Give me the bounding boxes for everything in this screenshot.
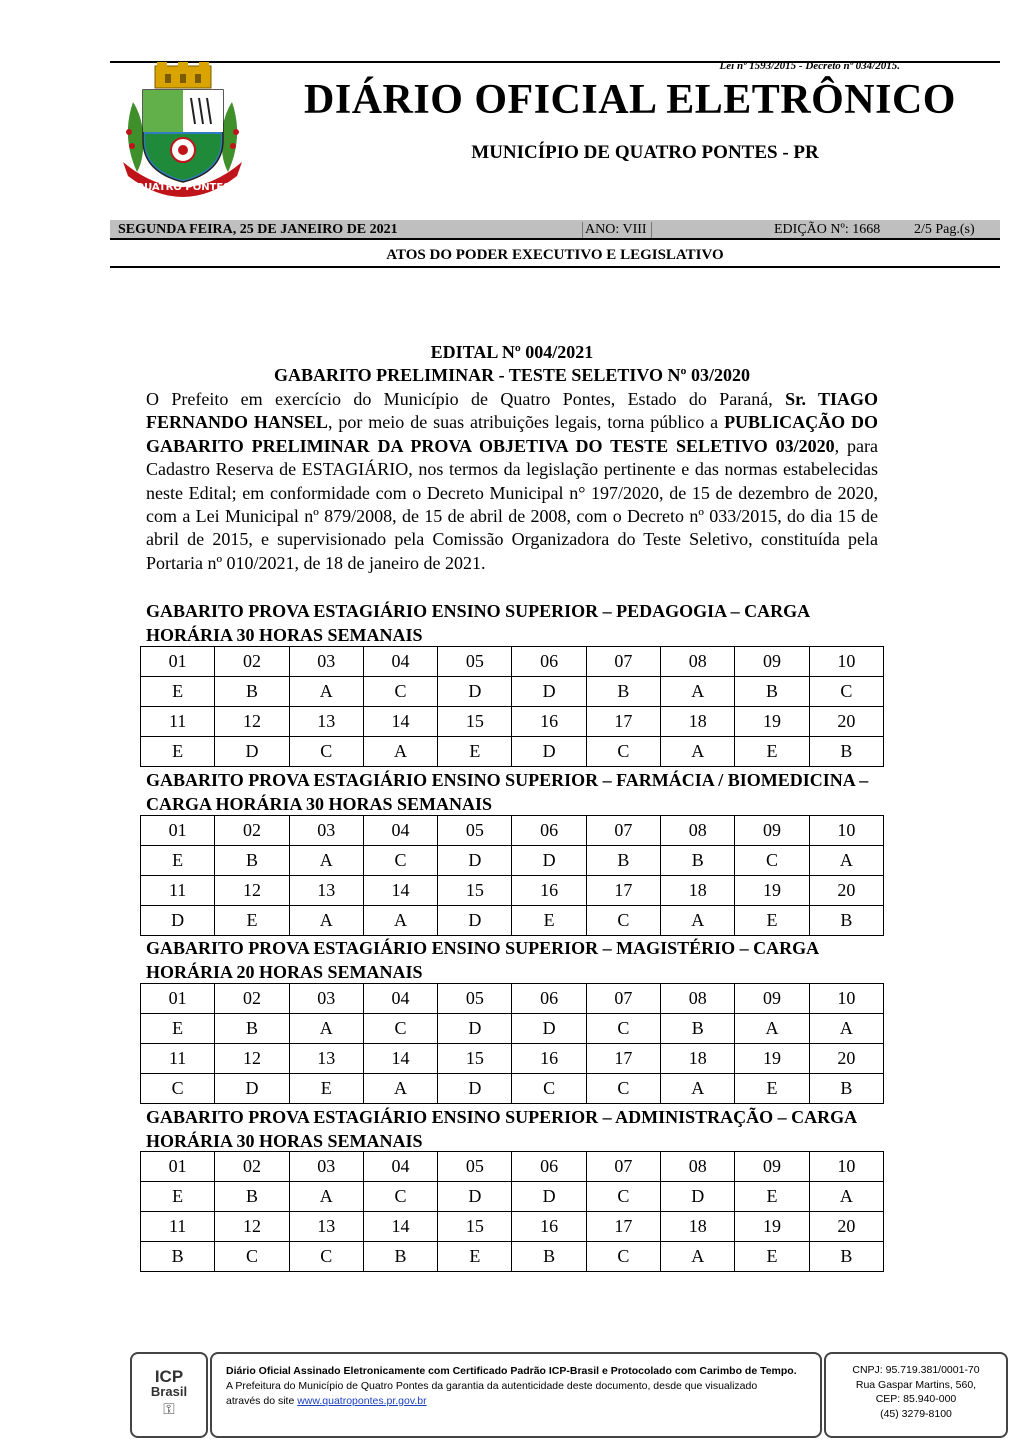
question-number-cell: 12 [215, 1212, 289, 1242]
edital-number: EDITAL Nº 004/2021 [430, 342, 594, 362]
answer-cell: A [363, 906, 437, 936]
question-number-cell: 02 [215, 984, 289, 1014]
question-number-cell: 10 [809, 816, 883, 846]
certification-line-2: A Prefeitura do Município de Quatro Pontes da garantia da autenticidade deste documento, desde que visualizado [226, 1380, 758, 1392]
cnpj: CNPJ: 95.719.381/0001-70 [852, 1364, 980, 1376]
question-number-cell: 13 [289, 707, 363, 737]
municipal-crest-icon [115, 62, 250, 197]
answer-cell: D [215, 1074, 289, 1104]
answer-cell: C [586, 737, 660, 767]
answer-cell: B [586, 677, 660, 707]
edital-body [146, 388, 878, 575]
question-number-cell: 10 [809, 647, 883, 677]
answer-cell: C [586, 1242, 660, 1272]
answer-key-table-magisterio [140, 983, 884, 1104]
certification-line-3-prefix: através do site [226, 1395, 298, 1407]
edital-text-2: , por meio de suas atribuições legais, torna público a [327, 412, 725, 433]
answer-cell: E [141, 1014, 215, 1044]
answer-cell: E [141, 677, 215, 707]
question-number-cell: 15 [438, 707, 512, 737]
answer-cell: C [586, 1182, 660, 1212]
answer-cell: E [141, 1182, 215, 1212]
answer-cell: B [809, 737, 883, 767]
answer-cell: B [586, 846, 660, 876]
answer-cell: E [215, 906, 289, 936]
answer-cell: B [215, 846, 289, 876]
answer-cell: B [512, 1242, 586, 1272]
answer-cell: B [809, 1074, 883, 1104]
question-number-cell: 09 [735, 816, 809, 846]
answer-row [141, 737, 884, 767]
answer-cell: C [735, 846, 809, 876]
question-number-cell: 03 [289, 647, 363, 677]
site-link[interactable]: www.quatropontes.pr.gov.br [297, 1395, 427, 1407]
icp-brasil-logo [130, 1352, 208, 1438]
answer-row [141, 906, 884, 936]
answer-cell: A [363, 1074, 437, 1104]
answer-cell: C [586, 1014, 660, 1044]
answer-key-title-pedagogia: GABARITO PROVA ESTAGIÁRIO ENSINO SUPERIOR – PEDAGOGIA – CARGA HORÁRIA 30 HORAS SEMANAIS [146, 601, 810, 645]
question-number-cell: 17 [586, 1212, 660, 1242]
question-number-cell: 11 [141, 1212, 215, 1242]
answer-cell: B [215, 677, 289, 707]
question-number-cell: 07 [586, 984, 660, 1014]
question-number-cell: 01 [141, 984, 215, 1014]
question-number-cell: 10 [809, 1152, 883, 1182]
question-number-cell: 18 [661, 707, 735, 737]
answer-cell: A [289, 677, 363, 707]
question-number-cell: 19 [735, 1212, 809, 1242]
answer-cell: D [512, 1182, 586, 1212]
municipality-subtitle: MUNICÍPIO DE QUATRO PONTES - PR [471, 142, 819, 163]
answer-cell: A [809, 1014, 883, 1044]
answer-cell: E [438, 737, 512, 767]
question-number-row [141, 1044, 884, 1074]
certification-line-1: Diário Oficial Assinado Eletronicamente com Certificado Padrão ICP-Brasil e Protocolado com Carimbo de Tempo. [226, 1365, 797, 1377]
answer-row [141, 677, 884, 707]
answer-cell: B [809, 1242, 883, 1272]
answer-cell: C [586, 1074, 660, 1104]
question-number-cell: 15 [438, 876, 512, 906]
edital-heading [146, 341, 878, 387]
question-number-cell: 14 [363, 707, 437, 737]
question-number-cell: 04 [363, 1152, 437, 1182]
answer-cell: B [735, 677, 809, 707]
question-number-cell: 17 [586, 876, 660, 906]
answer-cell: D [141, 906, 215, 936]
question-number-row [141, 707, 884, 737]
answer-cell: D [438, 1182, 512, 1212]
question-number-row [141, 647, 884, 677]
answer-cell: A [661, 677, 735, 707]
question-number-cell: 11 [141, 876, 215, 906]
question-number-cell: 20 [809, 1044, 883, 1074]
law-reference: Lei nº 1593/2015 - Decreto nº 034/2015. [719, 60, 900, 72]
question-number-cell: 14 [363, 1044, 437, 1074]
answer-cell: C [215, 1242, 289, 1272]
question-number-cell: 04 [363, 984, 437, 1014]
answer-key-title-farmacia: GABARITO PROVA ESTAGIÁRIO ENSINO SUPERIOR – FARMÁCIA / BIOMEDICINA – CARGA HORÁRIA 30 HORAS SEMANAIS [146, 770, 869, 814]
answer-key-title-administracao: GABARITO PROVA ESTAGIÁRIO ENSINO SUPERIOR – ADMINISTRAÇÃO – CARGA HORÁRIA 30 HORAS SEMANAIS [146, 1107, 857, 1151]
icp-logo-country: Brasil [150, 1384, 188, 1399]
question-number-cell: 03 [289, 1152, 363, 1182]
question-number-cell: 13 [289, 1212, 363, 1242]
answer-cell: B [809, 906, 883, 936]
answer-cell: C [289, 1242, 363, 1272]
question-number-cell: 01 [141, 1152, 215, 1182]
question-number-row [141, 1212, 884, 1242]
question-number-cell: 08 [661, 984, 735, 1014]
question-number-cell: 01 [141, 816, 215, 846]
question-number-cell: 08 [661, 1152, 735, 1182]
answer-cell: A [735, 1014, 809, 1044]
question-number-cell: 07 [586, 816, 660, 846]
question-number-row [141, 1152, 884, 1182]
edition-info-bar [110, 220, 1000, 240]
question-number-cell: 12 [215, 707, 289, 737]
question-number-cell: 06 [512, 984, 586, 1014]
question-number-cell: 02 [215, 647, 289, 677]
answer-cell: C [512, 1074, 586, 1104]
question-number-cell: 14 [363, 876, 437, 906]
answer-cell: B [215, 1182, 289, 1212]
question-number-cell: 05 [438, 816, 512, 846]
answer-row [141, 846, 884, 876]
question-number-cell: 10 [809, 984, 883, 1014]
section-title: ATOS DO PODER EXECUTIVO E LEGISLATIVO [110, 244, 1000, 268]
answer-cell: A [289, 1014, 363, 1044]
page-count: 2/5 Pag.(s) [914, 222, 975, 237]
question-number-cell: 04 [363, 816, 437, 846]
question-number-cell: 20 [809, 876, 883, 906]
question-number-cell: 09 [735, 984, 809, 1014]
answer-row [141, 1074, 884, 1104]
question-number-cell: 18 [661, 1212, 735, 1242]
publication-statement: PUBLICAÇÃO DO GABARITO PRELIMINAR DA PROVA OBJETIVA DO TESTE SELETIVO 03/2020 [146, 412, 878, 456]
answer-cell: C [809, 677, 883, 707]
question-number-cell: 13 [289, 876, 363, 906]
answer-cell: D [438, 1014, 512, 1044]
answer-cell: D [438, 846, 512, 876]
edital-subject: GABARITO PRELIMINAR - TESTE SELETIVO Nº 03/2020 [273, 365, 750, 385]
answer-cell: B [215, 1014, 289, 1044]
answer-key-table-pedagogia [140, 646, 884, 767]
answer-key-table-farmacia [140, 815, 884, 936]
answer-cell: A [809, 846, 883, 876]
certification-footer [130, 1352, 1010, 1438]
question-number-cell: 16 [512, 1212, 586, 1242]
answer-cell: C [363, 1014, 437, 1044]
question-number-cell: 14 [363, 1212, 437, 1242]
answer-cell: D [512, 1014, 586, 1044]
answer-key-table-administracao [140, 1151, 884, 1272]
svg-text:QUATRO PONTES: QUATRO PONTES [135, 182, 231, 193]
question-number-cell: 04 [363, 647, 437, 677]
question-number-cell: 03 [289, 816, 363, 846]
answer-cell: E [438, 1242, 512, 1272]
certification-notice [210, 1352, 822, 1438]
answer-cell: A [661, 906, 735, 936]
answer-cell: C [289, 737, 363, 767]
question-number-cell: 06 [512, 1152, 586, 1182]
question-number-cell: 03 [289, 984, 363, 1014]
question-number-cell: 06 [512, 816, 586, 846]
question-number-cell: 02 [215, 1152, 289, 1182]
question-number-cell: 02 [215, 816, 289, 846]
answer-cell: A [809, 1182, 883, 1212]
question-number-cell: 16 [512, 1044, 586, 1074]
question-number-cell: 17 [586, 1044, 660, 1074]
answer-cell: A [363, 737, 437, 767]
answer-cell: E [735, 737, 809, 767]
answer-cell: A [661, 737, 735, 767]
question-number-cell: 19 [735, 707, 809, 737]
question-number-cell: 01 [141, 647, 215, 677]
phone-number: (45) 3279-8100 [880, 1407, 952, 1420]
answer-cell: E [289, 1074, 363, 1104]
newspaper-title: DIÁRIO OFICIAL ELETRÔNICO [304, 77, 956, 123]
answer-cell: D [512, 846, 586, 876]
question-number-row [141, 816, 884, 846]
answer-cell: D [215, 737, 289, 767]
question-number-cell: 18 [661, 876, 735, 906]
question-number-cell: 17 [586, 707, 660, 737]
answer-cell: D [512, 737, 586, 767]
answer-cell: C [141, 1074, 215, 1104]
edition-year: ANO: VIII [582, 222, 652, 238]
question-number-cell: 12 [215, 1044, 289, 1074]
question-number-cell: 08 [661, 647, 735, 677]
answer-cell: E [141, 737, 215, 767]
question-number-cell: 15 [438, 1044, 512, 1074]
street-address: Rua Gaspar Martins, 560, [855, 1378, 977, 1391]
answer-cell: D [512, 677, 586, 707]
answer-cell: B [141, 1242, 215, 1272]
question-number-cell: 09 [735, 647, 809, 677]
question-number-row [141, 876, 884, 906]
certification-line-3 [226, 1394, 806, 1409]
edition-number: EDIÇÃO Nº: 1668 [774, 222, 881, 237]
answer-row [141, 1014, 884, 1044]
edital-text-1: O Prefeito em exercício do Município de Quatro Pontes, Estado do Paraná, [146, 389, 786, 409]
key-icon: ⚿ [163, 1401, 175, 1418]
question-number-cell: 05 [438, 984, 512, 1014]
answer-cell: A [661, 1074, 735, 1104]
question-number-cell: 09 [735, 1152, 809, 1182]
answer-cell: E [735, 906, 809, 936]
question-number-cell: 18 [661, 1044, 735, 1074]
answer-cell: E [735, 1182, 809, 1212]
answer-cell: E [735, 1074, 809, 1104]
answer-key-title-magisterio: GABARITO PROVA ESTAGIÁRIO ENSINO SUPERIOR – MAGISTÉRIO – CARGA HORÁRIA 20 HORAS SEMANAIS [146, 938, 819, 982]
question-number-cell: 16 [512, 707, 586, 737]
question-number-cell: 06 [512, 647, 586, 677]
question-number-cell: 05 [438, 647, 512, 677]
answer-cell: B [661, 846, 735, 876]
answer-cell: E [141, 846, 215, 876]
question-number-cell: 20 [809, 1212, 883, 1242]
postal-code: CEP: 85.940-000 [875, 1393, 957, 1405]
question-number-cell: 07 [586, 1152, 660, 1182]
icp-logo-word: ICP [154, 1367, 184, 1386]
answer-cell: B [363, 1242, 437, 1272]
answer-cell: D [438, 677, 512, 707]
answer-cell: D [438, 906, 512, 936]
question-number-cell: 16 [512, 876, 586, 906]
edition-date: SEGUNDA FEIRA, 25 DE JANEIRO DE 2021 [118, 222, 398, 237]
question-number-row [141, 984, 884, 1014]
answer-cell: C [586, 906, 660, 936]
question-number-cell: 12 [215, 876, 289, 906]
answer-cell: C [363, 677, 437, 707]
question-number-cell: 13 [289, 1044, 363, 1074]
answer-cell: B [661, 1014, 735, 1044]
answer-cell: A [661, 1242, 735, 1272]
question-number-cell: 11 [141, 1044, 215, 1074]
answer-cell: A [289, 846, 363, 876]
address-block [824, 1352, 1008, 1438]
answer-cell: A [289, 1182, 363, 1212]
question-number-cell: 19 [735, 1044, 809, 1074]
question-number-cell: 15 [438, 1212, 512, 1242]
question-number-cell: 05 [438, 1152, 512, 1182]
answer-cell: C [363, 1182, 437, 1212]
question-number-cell: 11 [141, 707, 215, 737]
answer-row [141, 1242, 884, 1272]
answer-cell: D [661, 1182, 735, 1212]
answer-row [141, 1182, 884, 1212]
question-number-cell: 19 [735, 876, 809, 906]
answer-cell: E [512, 906, 586, 936]
question-number-cell: 20 [809, 707, 883, 737]
question-number-cell: 07 [586, 647, 660, 677]
mayor-name: Sr. TIAGO FERNANDO HANSEL [146, 389, 878, 433]
answer-cell: A [289, 906, 363, 936]
answer-cell: E [735, 1242, 809, 1272]
edital-text-3: , para Cadastro Reserva de ESTAGIÁRIO, nos termos da legislação pertinente e das normas estabelecidas neste Edital; em conformidade com o Decreto Municipal n° 197/2020, de 15 de dezembro de 2020, com a Lei Municipal nº 879/2008, de 15 de abril de 2008, com o Decreto nº 033/2015, do dia 15 de abril de 2015, e supervisionado pela Comissão Organizadora do Teste Seletivo, constituída pela Portaria nº 010/2021, de 18 de janeiro de 2021. [146, 435, 878, 573]
answer-cell: C [363, 846, 437, 876]
question-number-cell: 08 [661, 816, 735, 846]
answer-cell: D [438, 1074, 512, 1104]
